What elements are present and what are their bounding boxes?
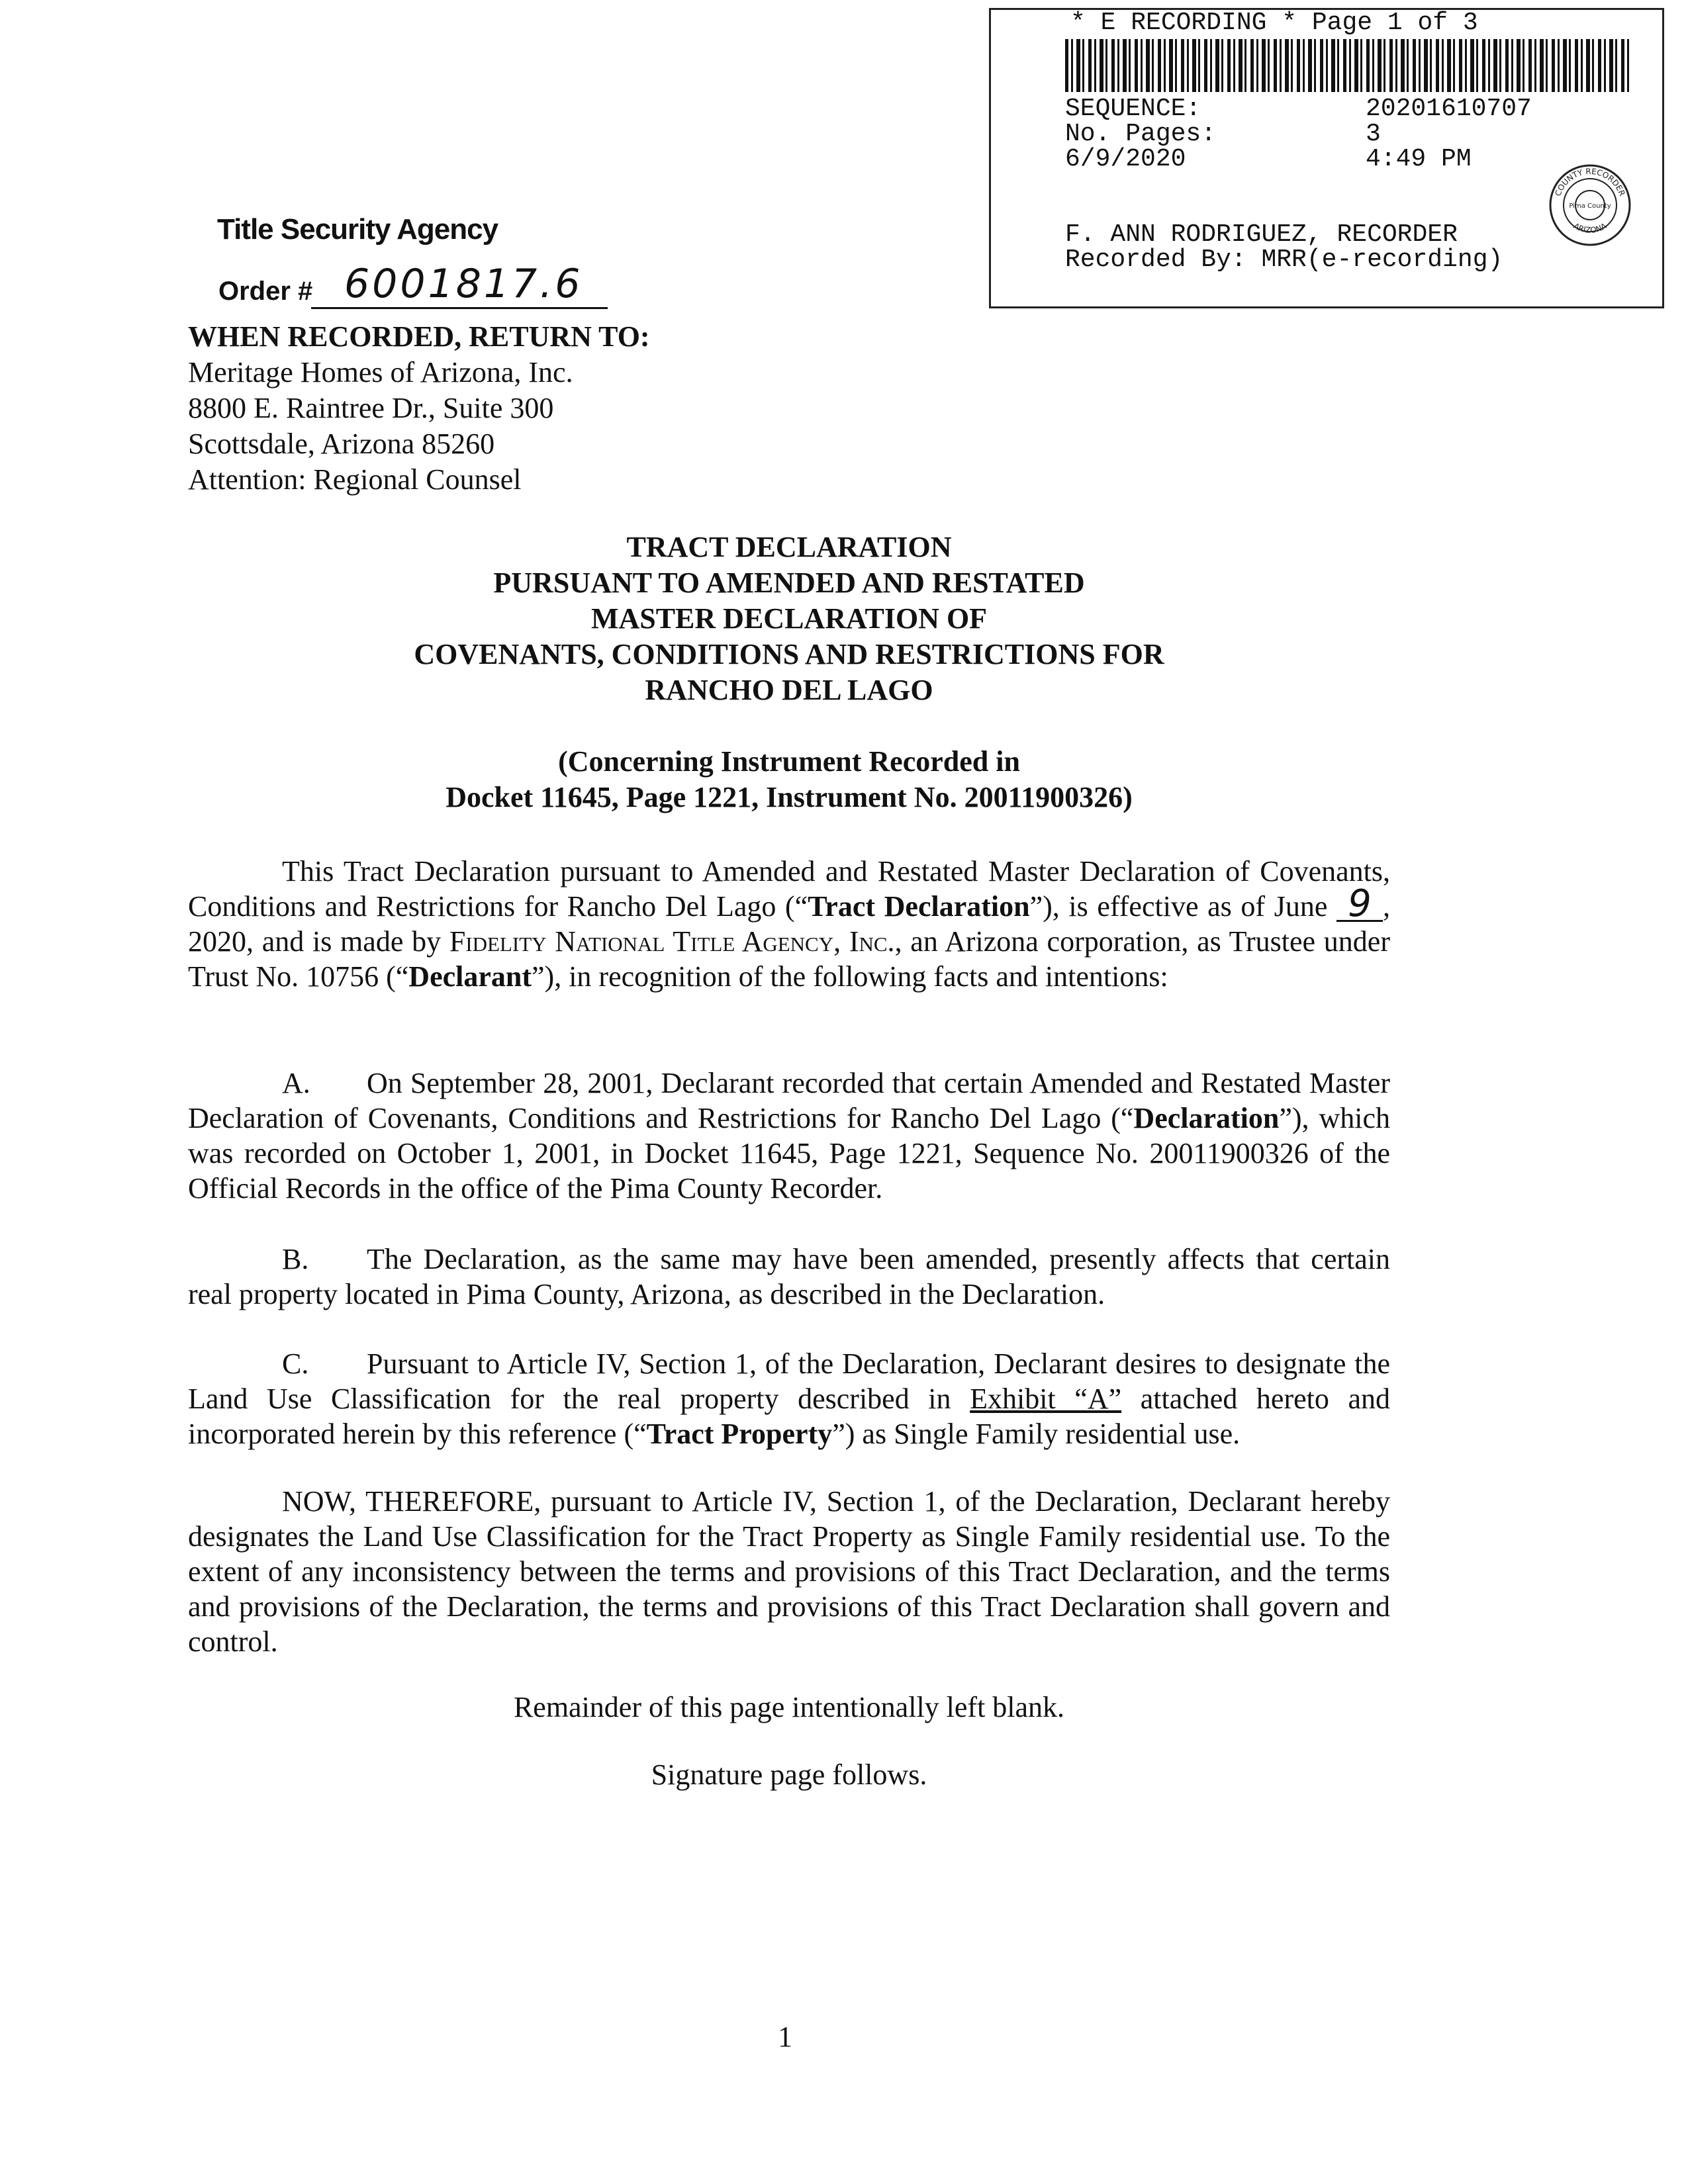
intro-text: , an Arizona corporation, as Trustee under Trust No. 10756 (“ — [188, 925, 1390, 993]
seal-text-bottom: ARIZONA — [1571, 221, 1609, 235]
intro-paragraph — [188, 854, 1390, 994]
document-title — [188, 529, 1390, 708]
seal-text-center: Pima County — [1569, 203, 1611, 210]
page-number: 1 — [778, 2021, 792, 2053]
sequence-value: 20201610707 — [1366, 95, 1532, 123]
order-number-handwritten: 6001817.6 — [344, 261, 583, 307]
title-line: RANCHO DEL LAGO — [645, 674, 933, 706]
intro-text: ”), in recognition of the following facts and intentions: — [532, 960, 1168, 993]
svg-text:ARIZONA — [1572, 221, 1609, 235]
barcode-icon — [1065, 39, 1629, 92]
concerning-line: (Concerning Instrument Recorded in — [558, 745, 1020, 778]
intro-text: , 2020, and is made by — [188, 890, 1390, 958]
exhibit-reference: Exhibit “A” — [970, 1383, 1122, 1415]
company-name: Fidelity National Title Agency, Inc. — [449, 925, 895, 958]
return-to-line: Meritage Homes of Arizona, Inc. — [188, 356, 573, 388]
paragraph-letter: A. — [282, 1067, 310, 1099]
order-label: Order # — [218, 277, 313, 306]
recording-date: 6/9/2020 — [1065, 145, 1186, 173]
county-seal-icon — [1547, 162, 1633, 248]
paragraph-text: attached hereto and incorporated herein by this reference (“ — [188, 1383, 1390, 1450]
return-to-block — [188, 319, 650, 498]
pages-label: No. Pages: — [1065, 120, 1217, 148]
intro-text: ”), is effective as of June — [1029, 890, 1336, 923]
title-line: TRACT DECLARATION — [626, 531, 952, 563]
concerning-block — [188, 744, 1390, 815]
handwritten-day: 9 — [1348, 882, 1372, 925]
paragraph-text: NOW, THEREFORE, pursuant to Article IV, Section 1, of the Declaration, Declarant hereby designates the Land Use Classification for the Tract Property as Single Family residential use. To the extent of any inconsistency between the terms and provisions of this Tract Declaration, and the terms and provisions of the Declaration, the terms and provisions of this Tract Declaration shall govern and control. — [188, 1485, 1390, 1658]
pages-value: 3 — [1366, 120, 1381, 148]
return-to-line: Attention: Regional Counsel — [188, 463, 522, 496]
paragraph-text: The Declaration, as the same may have been amended, presently affects that certain real property located in Pima County, Arizona, as described in the Declaration. — [188, 1243, 1390, 1310]
paragraph-letter: C. — [282, 1347, 309, 1380]
declarant-term: Declarant — [408, 960, 532, 993]
svg-text:COUNTY RECORDER — [1553, 167, 1626, 197]
declaration-term: Declaration — [1133, 1102, 1280, 1134]
title-line: MASTER DECLARATION OF — [590, 602, 988, 635]
recording-stamp-box — [989, 8, 1664, 308]
concerning-line: Docket 11645, Page 1221, Instrument No. 20011900326) — [445, 781, 1133, 813]
sequence-label: SEQUENCE: — [1065, 95, 1201, 123]
remainder-note: Remainder of this page intentionally left blank. — [513, 1691, 1065, 1723]
recording-title: * E RECORDING * Page 1 of 3 — [1070, 9, 1478, 37]
tract-declaration-term: Tract Declaration — [808, 890, 1030, 923]
recorded-by: Recorded By: MRR(e-recording) — [1065, 246, 1503, 274]
signature-note: Signature page follows. — [651, 1758, 927, 1791]
return-to-heading: WHEN RECORDED, RETURN TO: — [188, 320, 650, 353]
paragraph-text: ”) as Single Family residential use. — [832, 1418, 1241, 1450]
order-underline — [311, 307, 608, 309]
title-line: COVENANTS, CONDITIONS AND RESTRICTIONS FOR — [414, 638, 1164, 670]
paragraph-b — [188, 1242, 1390, 1312]
paragraph-a — [188, 1066, 1390, 1206]
paragraph-text: On September 28, 2001, Declarant recorded that certain Amended and Restated Master Declaration of Covenants, Conditions and Restrictions for Rancho Del Lago (“ — [188, 1067, 1390, 1134]
paragraph-text: ”), which was recorded on October 1, 2001, in Docket 11645, Page 1221, Sequence No. 20011900326 of the Official Records in the office of the Pima County Recorder. — [188, 1102, 1390, 1205]
return-to-line: 8800 E. Raintree Dr., Suite 300 — [188, 392, 554, 424]
title-security-agency: Title Security Agency — [217, 213, 498, 246]
tract-property-term: Tract Property — [646, 1418, 833, 1450]
title-line: PURSUANT TO AMENDED AND RESTATED — [493, 567, 1085, 599]
recording-time: 4:49 PM — [1366, 145, 1472, 173]
paragraph-letter: B. — [282, 1243, 309, 1275]
recorder-name: F. ANN RODRIGUEZ, RECORDER — [1065, 220, 1458, 249]
paragraph-c — [188, 1346, 1390, 1451]
paragraph-text: Pursuant to Article IV, Section 1, of the Declaration, Declarant desires to designate the Land Use Classification for the real property described in — [188, 1347, 1390, 1415]
now-therefore-paragraph — [188, 1484, 1390, 1659]
seal-text-top: COUNTY RECORDER — [1553, 166, 1627, 198]
return-to-line: Scottsdale, Arizona 85260 — [188, 428, 495, 460]
intro-text: This Tract Declaration pursuant to Amended and Restated Master Declaration of Covenants, Conditions and Restrictions for Rancho Del Lago (“ — [188, 855, 1390, 923]
